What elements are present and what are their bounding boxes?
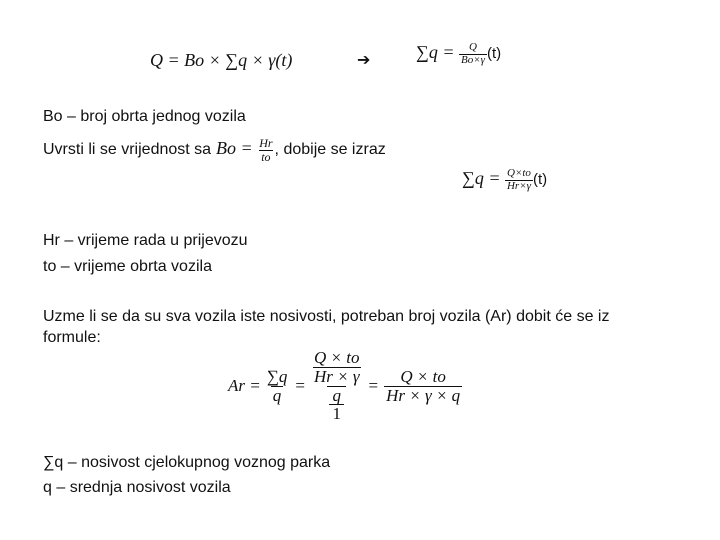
unit-label: (t): [532, 171, 548, 189]
fraction-q-to-over-hr-gamma: [505, 168, 533, 192]
bo-lhs: Bo =: [216, 138, 253, 159]
fraction-numerator: Q: [469, 41, 477, 53]
inner-numerator: Q × to: [314, 347, 360, 367]
inner-denominator: Hr × γ: [313, 366, 360, 386]
fraction-sumq-over-q: [265, 368, 290, 405]
compound-fraction: [311, 349, 363, 423]
fraction-final: [384, 368, 462, 405]
assumption-line-1: Uzme li se da su sva vozila iste nosivosti, potreban broj vozila (Ar) dobit će se iz: [43, 308, 610, 325]
fraction-numerator: Q × to: [400, 366, 446, 386]
hr-definition: Hr – vrijeme rada u prijevozu: [43, 232, 248, 249]
substitution-sentence: [43, 132, 386, 168]
sumq-lhs: ∑q =: [462, 168, 501, 189]
unit-label: (t): [486, 45, 502, 63]
compound-numerator: [311, 349, 363, 386]
equals-sign: =: [368, 376, 379, 395]
equals-sign: =: [295, 376, 305, 395]
fraction-denominator: q: [272, 385, 282, 405]
q-definition: q – srednja nosivost vozila: [43, 479, 231, 496]
fraction-numerator: Q×to: [507, 167, 531, 179]
inner-denominator: 1: [329, 404, 344, 423]
formula-sumq-derived: [462, 168, 547, 192]
substitution-text-start: Uvrsti li se vrijednost sa: [43, 141, 212, 158]
formula-ar: [228, 348, 462, 424]
to-definition: to – vrijeme obrta vozila: [43, 258, 212, 275]
fraction-denominator: Bo×γ: [460, 53, 485, 66]
fraction-denominator: Hr × γ × q: [386, 385, 461, 405]
fraction-hr-over-to: [257, 137, 274, 163]
fraction-q-over-bo-gamma: [459, 42, 487, 66]
fraction-denominator: Hr×γ: [506, 179, 531, 192]
compound-denominator: [327, 386, 346, 424]
fraction-numerator: Hr: [259, 135, 273, 150]
formula-q-definition: Q = Bo × ∑q × γ(t): [150, 50, 293, 70]
arrow-icon: ➔: [357, 52, 371, 69]
fraction-denominator: to: [261, 149, 271, 164]
bo-formula: [216, 137, 275, 163]
bo-definition: Bo – broj obrta jednog vozila: [43, 108, 246, 125]
assumption-line-2: formule:: [43, 329, 101, 346]
formula-sumq-rearranged: [416, 42, 501, 66]
ar-lhs: Ar =: [228, 376, 261, 395]
inner-numerator: q: [332, 385, 341, 405]
sumq-definition: ∑q – nosivost cjelokupnog voznog parka: [43, 454, 331, 471]
fraction-numerator: ∑q: [266, 366, 288, 386]
sumq-lhs: ∑q =: [416, 42, 455, 63]
substitution-text-end: , dobije se izraz: [274, 141, 386, 158]
